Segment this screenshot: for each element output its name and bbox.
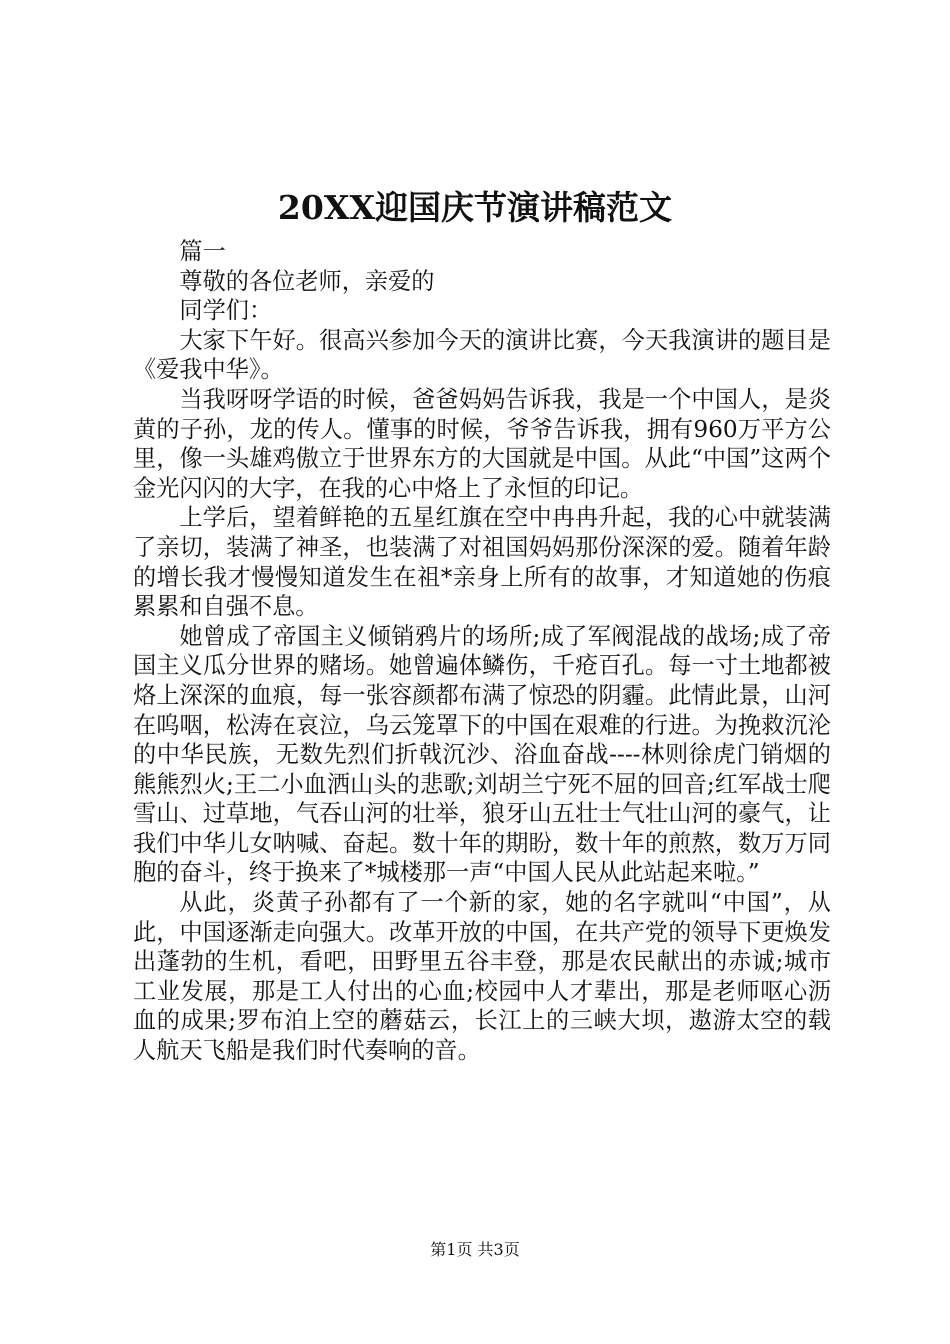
salutation-line: 尊敬的各位老师，亲爱的: [179, 267, 435, 295]
paragraph: 当我呀呀学语的时候，爸爸妈妈告诉我，我是一个中国人，是炎黄的子孙，龙的传人。懂事的时候，爷爷告诉我，拥有960万平方公里，像一头雄鸡傲立于世界东方的大国就是中国。从此“中国”这两个金光闪闪的大字，在我的心中烙上了永恒的印记。: [133, 385, 831, 502]
page-title: 20XX迎国庆节演讲稿范文: [277, 188, 673, 227]
paragraph: 她曾成了帝国主义倾销鸦片的场所;成了军阀混战的战场;成了帝国主义瓜分世界的赌场。她曾遍体鳞伤，千疮百孔。每一寸土地都被烙上深深的血痕，每一张容颜都布满了惊恐的阴霾。此情此景，山河在呜咽，松涛在哀泣，乌云笼罩下的中国在艰难的行进。为挽救沉沦的中华民族，无数先烈们折戟沉沙、浴血奋战----林则徐虎门销烟的熊熊烈火;王二小血洒山头的悲歌;刘胡兰宁死不屈的回音;红军战士爬雪山、过草地，气吞山河的壮举，狼牙山五壮士气壮山河的豪气，让我们中华儿女呐喊、奋起。数十年的期盼，数十年的煎熬，数万万同胞的奋斗，终于换来了*城楼那一声“中国人民从此站起来啦。”: [133, 622, 831, 887]
paragraph: 大家下午好。很高兴参加今天的演讲比赛，今天我演讲的题目是《爱我中华》。: [133, 326, 831, 384]
page-footer: 第1页 共3页: [430, 1240, 520, 1259]
salutation-line: 同学们：: [179, 297, 273, 325]
document-body: [133, 237, 831, 1066]
paragraph: 从此，炎黄子孙都有了一个新的家，她的名字就叫“中国”，从此，中国逐渐走向强大。改革开放的中国，在共产党的领导下更焕发出蓬勃的生机，看吧，田野里五谷丰登，那是农民献出的赤诚;城市工业发展，那是工人付出的心血;校园中人才辈出，那是老师呕心沥血的成果;罗布泊上空的蘑菇云，长江上的三峡大坝，遨游太空的载人航天飞船是我们时代奏响的音。: [133, 889, 831, 1065]
section-label: 篇一: [179, 238, 226, 265]
paragraph: 上学后，望着鲜艳的五星红旗在空中冉冉升起，我的心中就装满了亲切，装满了神圣，也装满了对祖国妈妈那份深深的爱。随着年龄的增长我才慢慢知道发生在祖*亲身上所有的故事，才知道她的伤痕累累和自强不息。: [133, 504, 831, 621]
